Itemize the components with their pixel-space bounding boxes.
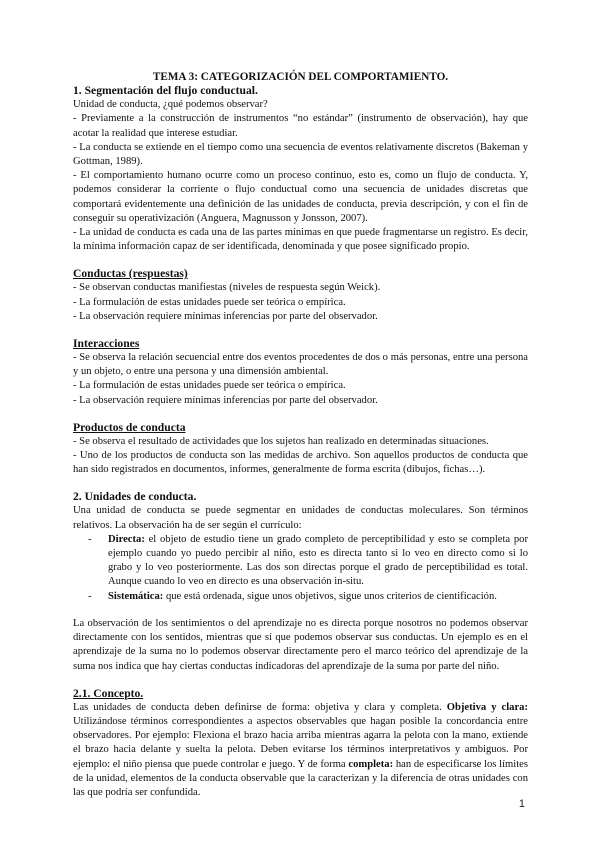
list-item-label: Sistemática: (108, 590, 164, 602)
s1-line: - Previamente a la construcción de instrumentos “no estándar” (instrumento de observación), hay que acotar la realidad que interese estudiar. (73, 113, 528, 139)
list-item (105, 590, 528, 604)
s1-line: - La conducta se extiende en el tiempo como una secuencia de eventos relativamente discretos (Bakeman y Gottman, 1989). (73, 141, 528, 168)
concept-paragraph (73, 701, 528, 800)
conductas-line: - Se observan conductas manifiestas (niveles de respuesta según Weick). (73, 282, 381, 294)
spacer (73, 477, 528, 490)
spacer (73, 408, 528, 421)
s1-line: Unidad de conducta, ¿qué podemos observar? (73, 99, 268, 111)
concept-bold: completa: (348, 758, 394, 770)
list-item-text: el objeto de estudio tiene un grado completo de perceptibilidad y esto se completa por ejemplo cuando yo puedo percibir al niño, esto es directa tanto si lo veo en directo como si lo grabo y lo veo posteriormente. Las dos son directas porque el grado de perceptibilidad es total. Aunque cuando lo veo en directo es una observación in-situ. (108, 533, 528, 588)
document-page (73, 70, 528, 800)
concept-text: Las unidades de conducta deben definirse de forma: objetiva y clara y completa. (73, 701, 447, 713)
interacciones-line: - La formulación de estas unidades puede ser teórica o empírica. (73, 380, 346, 392)
interacciones-heading: Interacciones (73, 337, 140, 351)
s1-line: - El comportamiento humano ocurre como un proceso continuo, esto es, como un flujo de conducta. Y, podemos considerar la corriente o flujo conductual como una secuencia de unidades discretas que comportará evidentemente una definición de las unidades de conducta, previa descripción, y con el fin de conseguir su operativización (Anguera, Magnusson y Jonsson, 2007). (73, 170, 528, 224)
interacciones-line: - Se observa la relación secuencial entre dos eventos procedentes de dos o más personas, entre una persona y un objeto, o entre una persona y una dimensión ambiental. (73, 352, 528, 378)
productos-line: - Uno de los productos de conducta son las medidas de archivo. Son aquellos productos de conducta que han sido registrados en documentos, informes, generalmente de forma escrita (dibujos, fichas…). (73, 450, 528, 476)
concept-text: Utilizándose términos correspondientes a aspectos observables que hagan posible la concordancia entre observadores. Por ejemplo: Flexiona el brazo hacia arriba mientras agarra la pelota con la mano, extiende el brazo hacia delante y suelta la pelota. Deben evitarse los términos interpretativos y ambiguos. Por ejemplo: el niño piensa que puede controlar e juego. Y de forma (73, 715, 528, 770)
conductas-heading: Conductas (respuestas) (73, 267, 188, 281)
concept-bold: Objetiva y clara: (446, 701, 528, 713)
spacer (73, 604, 528, 617)
productos-heading: Productos de conducta (73, 420, 186, 434)
list-item-label: Directa: (108, 533, 145, 545)
productos-line: - Se observa el resultado de actividades que los sujetos han realizado en determinadas situaciones. (73, 435, 489, 447)
section-2-1-heading: 2.1. Concepto. (73, 686, 144, 700)
spacer (73, 674, 528, 687)
concept-text: han de especificarse los límites de la unidad, elementos de la conducta observable que la caracterizan y la diferencia de otras unidades con las que podría ser confundida. (73, 758, 529, 798)
interacciones-line: - La observación requiere mínimas inferencias por parte del observador. (73, 394, 378, 406)
conductas-line: - La formulación de estas unidades puede ser teórica o empírica. (73, 296, 346, 308)
conductas-line: - La observación requiere mínimas inferencias por parte del observador. (73, 310, 378, 322)
spacer (73, 254, 528, 267)
s2-paragraph: La observación de los sentimientos o del aprendizaje no es directa porque nosotros no podemos observar directamente con los sentidos, mientras que sí que podemos observar sus conductas. Un ejemplo es en el aprendizaje de la suma no lo podemos observar directamente pero el marco teórico del aprendizaje de la suma nos indica que hay ciertas conductas indicadoras del aprendizaje de la suma por parte del niño. (73, 617, 528, 672)
spacer (73, 324, 528, 337)
s2-intro: Una unidad de conducta se puede segmentar en unidades de conductas moleculares. Son términos relativos. La observación ha de ser según el currículo: (73, 505, 528, 531)
document-title: TEMA 3: CATEGORIZACIÓN DEL COMPORTAMIENTO. (152, 71, 449, 83)
s1-line: - La unidad de conducta es cada una de las partes mínimas en que puede fragmentarse un registro. Es decir, la mínima información capaz de ser identificada, denominada y que posee significado propio. (73, 227, 528, 253)
page-number: 1 (518, 798, 525, 810)
list-item (105, 533, 528, 590)
list-item-text: que está ordenada, sigue unos objetivos, sigue unos criterios de cientificación. (163, 590, 497, 602)
section-1-heading: 1. Segmentación del flujo conductual. (73, 84, 258, 98)
section-2-heading: 2. Unidades de conducta. (73, 490, 197, 504)
observation-list (73, 533, 528, 604)
